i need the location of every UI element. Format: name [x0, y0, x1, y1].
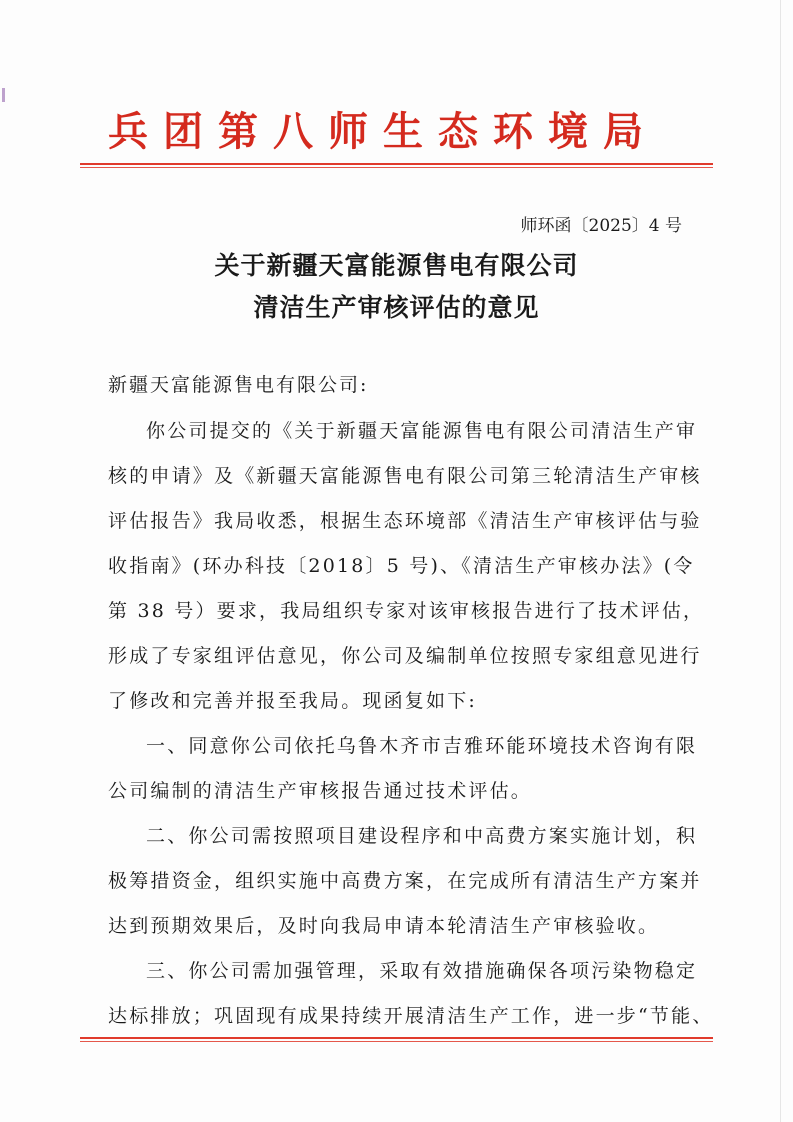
- body-line: 公司编制的清洁生产审核报告通过技术评估。: [108, 780, 533, 802]
- body-line: 一、同意你公司依托乌鲁木齐市吉雅环能环境技术咨询有限: [146, 735, 698, 757]
- scan-edge-mark: [2, 88, 5, 102]
- header-red-rule-thin: [80, 167, 713, 168]
- body-line: 你公司提交的《关于新疆天富能源售电有限公司清洁生产审: [146, 420, 698, 442]
- body-line: 二、你公司需按照项目建设程序和中高费方案实施计划，积: [146, 825, 698, 847]
- agency-header: 兵团第八师生态环境局: [108, 108, 658, 155]
- body-line: 核的申请》及《新疆天富能源售电有限公司第三轮清洁生产审核: [108, 465, 702, 487]
- salutation: 新疆天富能源售电有限公司:: [108, 374, 369, 396]
- body-line: 评估报告》我局收悉，根据生态环境部《清洁生产审核评估与验: [108, 510, 702, 532]
- header-red-rule: [80, 163, 713, 165]
- body-line: 收指南》(环办科技〔2018〕5 号)、《清洁生产审核办法》(令: [108, 555, 695, 577]
- body-line: 达标排放；巩固现有成果持续开展清洁生产工作，进一步“节能、: [108, 1005, 714, 1027]
- body-line: 达到预期效果后，及时向我局申请本轮清洁生产审核验收。: [108, 915, 660, 937]
- body-line: 极筹措资金，组织实施中高费方案，在完成所有清洁生产方案并: [108, 870, 702, 892]
- footer-red-rule-thin: [80, 1041, 713, 1042]
- body-line: 了修改和完善并报至我局。现函复如下:: [108, 690, 478, 712]
- body-line: 三、你公司需加强管理，采取有效措施确保各项污染物稳定: [146, 960, 698, 982]
- document-title-line-2: 清洁生产审核评估的意见: [253, 293, 540, 322]
- footer-red-rule: [80, 1037, 713, 1039]
- scan-edge-line: [780, 0, 781, 1122]
- document-title-line-1: 关于新疆天富能源售电有限公司: [214, 251, 579, 280]
- body-line: 第 38 号）要求，我局组织专家对该审核报告进行了技术评估，: [108, 600, 705, 622]
- document-number: 师环函〔2025〕4 号: [520, 216, 682, 236]
- body-line: 形成了专家组评估意见，你公司及编制单位按照专家组意见进行: [108, 645, 702, 667]
